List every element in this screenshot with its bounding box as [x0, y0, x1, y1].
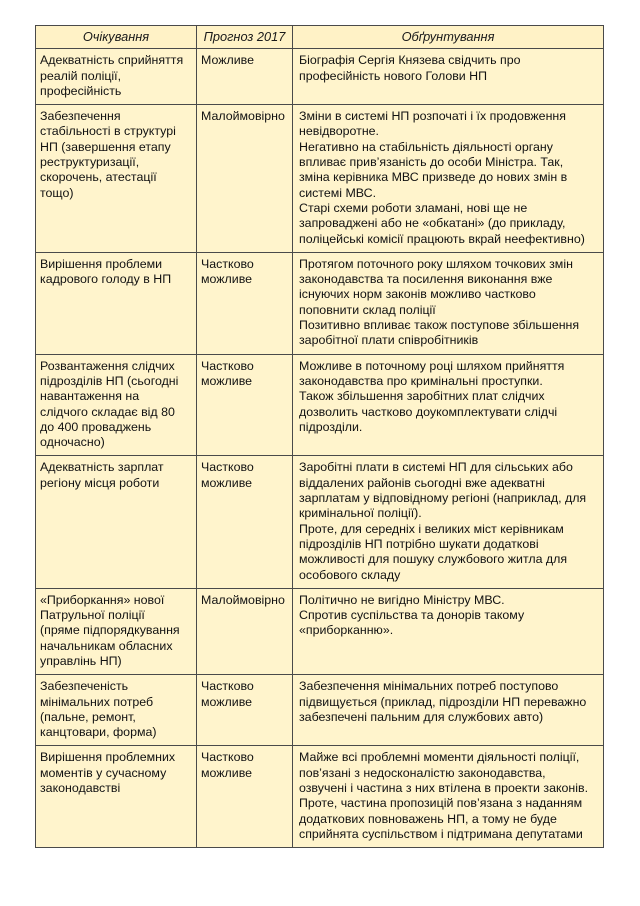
cell-forecast — [197, 675, 293, 746]
cell-text-line: віддалених районів сьогодні вже адекватні — [299, 475, 545, 490]
cell-text-line: Старі схеми роботи зламані, нові ще не — [299, 200, 528, 215]
cell-text-line: слідчого складає від 80 — [40, 404, 175, 419]
header-expectation: Очікування — [36, 26, 197, 49]
cell-text-line: сприйнята суспільством і підтримана депутатами — [299, 826, 583, 841]
cell-text-line: зміна керівника МВС призведе до нових змін в — [299, 170, 568, 185]
cell-text-line: підрозділів НП потрібно шукати додаткові — [299, 536, 539, 551]
cell-expectation — [36, 675, 197, 746]
table-row — [36, 746, 604, 848]
cell-text-line: професійність — [40, 83, 122, 98]
table-row — [36, 588, 604, 674]
cell-text-line: Забезпечення — [40, 109, 121, 124]
forecast-table — [35, 25, 604, 848]
cell-text-line: заробітної плати співробітників — [299, 333, 479, 348]
cell-text-line: можливе — [201, 694, 253, 709]
cell-text-line: «Приборкання» нової — [40, 592, 165, 607]
cell-text-line: Частково — [201, 256, 254, 271]
cell-text-line: поліцейські комісії працюють вкрай неефективно) — [299, 231, 585, 246]
cell-text-line: можливості для пошуку службового житла для — [299, 552, 568, 567]
cell-text-line: Проте, для середніх і великих міст керівникам — [299, 521, 564, 536]
cell-text-line: канцтовари, форма) — [40, 725, 157, 740]
cell-text-line: моментів у сучасному — [40, 765, 167, 780]
cell-text-line: озвучені і частина з них втілена в проекти законів. — [299, 781, 589, 796]
cell-text-line: (пряме підпорядкування — [40, 623, 180, 638]
cell-text-line: Негативно на стабільність діяльності органу — [299, 139, 553, 154]
cell-rationale — [293, 49, 604, 105]
cell-text-line: впливає прив’язаність до особи Міністра. Так, — [299, 155, 564, 170]
cell-text-line: Також збільшення заробітних плат слідчих — [299, 389, 545, 404]
cell-text-line: законодавства про кримінальні проступки. — [299, 373, 543, 388]
cell-text-line: законодавства та посилення виконання вже — [299, 272, 553, 287]
cell-text-line: начальникам обласних — [40, 638, 173, 653]
table-body — [36, 49, 604, 848]
cell-text-line: Політично не вигідно Міністру МВС. — [299, 592, 505, 607]
table-row — [36, 354, 604, 456]
cell-text-line: навантаження на — [40, 389, 140, 404]
cell-rationale — [293, 675, 604, 746]
cell-text-line: Забезпечення мінімальних потреб поступово — [299, 679, 559, 694]
cell-text-line: Вирішення проблеми — [40, 256, 163, 271]
cell-rationale — [293, 252, 604, 354]
cell-text-line: системі МВС. — [299, 185, 377, 200]
cell-text-line: тощо) — [40, 185, 74, 200]
cell-text-line: законодавстві — [40, 781, 121, 796]
cell-text-line: можливе — [201, 765, 253, 780]
table-row — [36, 49, 604, 105]
cell-text-line: до 400 проваджень — [40, 419, 152, 434]
cell-expectation — [36, 746, 197, 848]
cell-expectation — [36, 49, 197, 105]
cell-text-line: Заробітні плати в системі НП для сільських або — [299, 460, 573, 475]
cell-text-line: додаткових повноважень НП, а тому не буде — [299, 811, 557, 826]
cell-text-line: Можливе в поточному році шляхом прийняття — [299, 358, 565, 373]
table-row — [36, 456, 604, 588]
cell-text-line: підрозділи. — [299, 419, 363, 434]
cell-expectation — [36, 588, 197, 674]
cell-forecast — [197, 105, 293, 253]
cell-text-line: Частково — [201, 750, 254, 765]
cell-text-line: кадрового голоду в НП — [40, 272, 172, 287]
cell-text-line: Позитивно впливає також поступове збільшення — [299, 318, 580, 333]
cell-text-line: підрозділів НП (сьогодні — [40, 373, 179, 388]
cell-forecast — [197, 354, 293, 456]
cell-text-line: невідворотне. — [299, 124, 379, 139]
cell-text-line: Частково — [201, 358, 254, 373]
cell-text-line: стабільності в структурі — [40, 124, 176, 139]
cell-text-line: запроваджені або не «обкатані» (до прикладу, — [299, 216, 566, 231]
cell-rationale — [293, 456, 604, 588]
cell-forecast — [197, 252, 293, 354]
cell-rationale — [293, 105, 604, 253]
cell-text-line: існуючих норм законів можливо частково — [299, 287, 536, 302]
cell-text-line: Малоймовірно — [201, 109, 285, 124]
cell-text-line: Вирішення проблемних — [40, 750, 176, 765]
cell-rationale — [293, 354, 604, 456]
cell-text-line: Можливе — [201, 53, 254, 68]
cell-text-line: Патрульної поліції — [40, 608, 145, 623]
cell-rationale — [293, 588, 604, 674]
cell-text-line: (пальне, ремонт, — [40, 709, 136, 724]
cell-text-line: професійність нового Голови НП — [299, 68, 488, 83]
cell-text-line: Протягом поточного року шляхом точкових змін — [299, 256, 573, 271]
cell-text-line: Розвантаження слідчих — [40, 358, 175, 373]
cell-expectation — [36, 354, 197, 456]
cell-text-line: дозволить частково доукомплектувати слідчі — [299, 404, 558, 419]
table-row — [36, 105, 604, 253]
cell-forecast — [197, 456, 293, 588]
cell-forecast — [197, 746, 293, 848]
cell-text-line: мінімальних потреб — [40, 694, 154, 709]
header-rationale: Обґрунтування — [293, 26, 604, 49]
cell-forecast — [197, 49, 293, 105]
cell-text-line: особового складу — [299, 567, 401, 582]
cell-text-line: одночасно) — [40, 435, 105, 450]
cell-text-line: Зміни в системі НП розпочаті і їх продовження — [299, 109, 566, 124]
header-row — [36, 26, 604, 49]
cell-text-line: кримінальної поліції). — [299, 506, 422, 521]
cell-text-line: Спротив суспільства та донорів такому — [299, 608, 525, 623]
cell-text-line: «приборканню». — [299, 623, 394, 638]
cell-text-line: Адекватність зарплат — [40, 460, 164, 475]
cell-text-line: поповнити склад поліції — [299, 302, 436, 317]
cell-text-line: Біографія Сергія Князева свідчить про — [299, 53, 521, 68]
table-row — [36, 252, 604, 354]
cell-text-line: Адекватність сприйняття — [40, 53, 184, 68]
cell-expectation — [36, 105, 197, 253]
cell-text-line: Частково — [201, 679, 254, 694]
cell-text-line: забезпечені пальним для службових авто) — [299, 709, 544, 724]
cell-text-line: скорочень, атестації — [40, 170, 157, 185]
cell-text-line: управлінь НП) — [40, 653, 122, 668]
cell-text-line: Проте, частина пропозицій пов’язана з наданням — [299, 796, 583, 811]
cell-expectation — [36, 456, 197, 588]
table-row — [36, 675, 604, 746]
cell-text-line: Забезпеченість — [40, 679, 129, 694]
cell-text-line: реструктуризації, — [40, 155, 140, 170]
cell-text-line: зарплатам у відповідному регіоні (наприклад, для — [299, 491, 587, 506]
cell-text-line: Майже всі проблемні моменти діяльності поліції, — [299, 750, 580, 765]
cell-text-line: можливе — [201, 272, 253, 287]
cell-forecast — [197, 588, 293, 674]
cell-text-line: пов’язані з недосконалістю законодавства, — [299, 765, 546, 780]
cell-expectation — [36, 252, 197, 354]
cell-text-line: можливе — [201, 475, 253, 490]
cell-text-line: реалій поліції, — [40, 68, 122, 83]
cell-rationale — [293, 746, 604, 848]
cell-text-line: регіону місця роботи — [40, 475, 160, 490]
cell-text-line: можливе — [201, 373, 253, 388]
cell-text-line: Малоймовірно — [201, 592, 285, 607]
cell-text-line: Частково — [201, 460, 254, 475]
cell-text-line: НП (завершення етапу — [40, 139, 171, 154]
header-forecast: Прогноз 2017 — [197, 26, 293, 49]
cell-text-line: підвищується (приклад, підрозділи НП переважно — [299, 694, 587, 709]
